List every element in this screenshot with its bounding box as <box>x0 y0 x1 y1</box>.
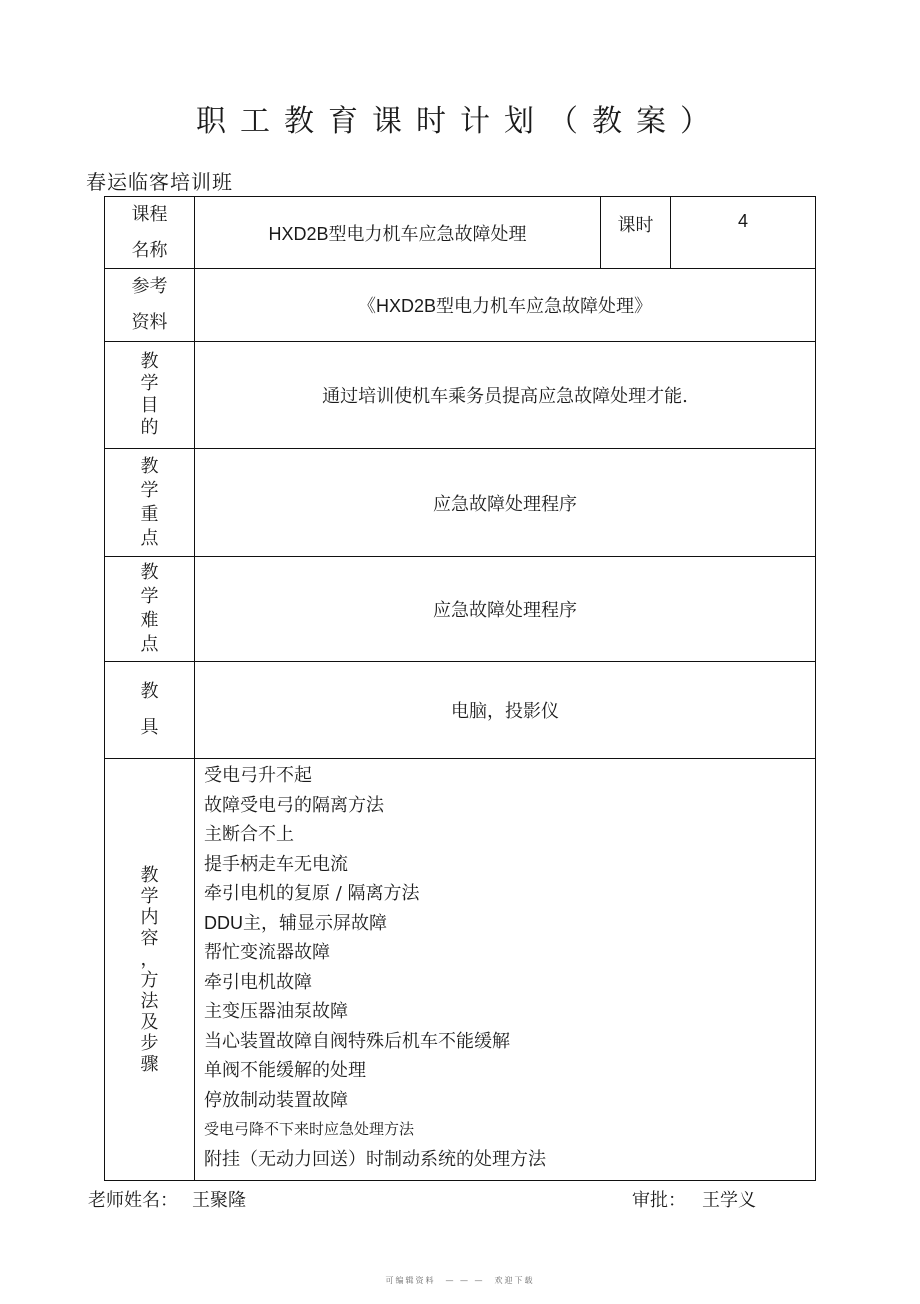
goal-label-char: 目 <box>140 395 159 416</box>
content-label-char: 法 <box>140 990 159 1012</box>
content-label-char: 方 <box>140 969 159 991</box>
hours-value: 4 <box>737 211 748 231</box>
content-item: 帮忙变流器故障 <box>204 942 330 963</box>
goal-label-cell <box>105 342 195 449</box>
page-footer-note: 可编辑资料 — — — 欢迎下载 <box>385 1276 535 1285</box>
goal-value-cell <box>195 342 816 449</box>
approve-label: 审批： <box>632 1190 686 1211</box>
content-item: 牵引电机故障 <box>204 971 312 993</box>
goal-value: 通过培训使机车乘务员提高应急故障处理才能. <box>322 386 688 407</box>
content-label-char: 教 <box>140 864 159 886</box>
content-item: 牵引电机的复原 / 隔离方法 <box>204 883 420 904</box>
approval-info <box>632 1186 756 1212</box>
content-label-char: 容 <box>140 927 159 949</box>
course-label-cell <box>105 197 195 269</box>
content-item: 主断合不上 <box>204 824 294 845</box>
content-item: 附挂（无动力回送）时制动系统的处理方法 <box>204 1148 546 1170</box>
teacher-info <box>88 1186 246 1212</box>
hours-value-cell <box>671 197 816 269</box>
tools-label-char: 具 <box>140 717 159 738</box>
content-label-char: 内 <box>140 906 159 928</box>
hours-label-cell <box>601 197 671 269</box>
goal-label-char: 的 <box>140 417 159 438</box>
teacher-label: 老师姓名： <box>88 1190 178 1211</box>
content-item: 受电弓降不下来时应急处理方法 <box>204 1120 415 1138</box>
difficult-points-label-cell <box>105 557 195 662</box>
content-label-char: 骤 <box>140 1053 159 1075</box>
content-label-cell <box>105 759 195 1181</box>
page-title: 职工教育课时计划（教案） <box>196 104 724 139</box>
content-item: DDU主，辅显示屏故障 <box>204 912 387 933</box>
course-name-cell <box>195 197 601 269</box>
difficult-points-label-char: 点 <box>140 634 159 655</box>
difficult-points-label-char: 教 <box>140 562 159 583</box>
reference-value-cell <box>195 269 816 342</box>
approve-name: 王学义 <box>702 1190 756 1211</box>
key-points-label-cell <box>105 449 195 557</box>
key-points-value: 应急故障处理程序 <box>433 493 577 515</box>
key-points-label-char: 重 <box>140 503 159 525</box>
lesson-plan-table <box>104 196 816 1181</box>
key-points-value-cell <box>195 449 816 557</box>
difficult-points-value-cell <box>195 557 816 662</box>
course-name: HXD2B型电力机车应急故障处理 <box>268 223 527 244</box>
key-points-label-char: 学 <box>140 479 159 501</box>
difficult-points-value: 应急故障处理程序 <box>433 600 577 621</box>
reference-label-line2: 资料 <box>131 312 168 333</box>
goal-label-char: 学 <box>140 373 159 394</box>
content-label-char: 及 <box>140 1011 159 1033</box>
difficult-points-label-char: 学 <box>140 586 159 607</box>
course-label-line2: 名称 <box>131 240 168 261</box>
content-item: 当心装置故障自阀特殊后机车不能缓解 <box>204 1030 510 1052</box>
difficult-points-label-char: 难 <box>140 610 159 631</box>
content-item: 单阀不能缓解的处理 <box>204 1060 366 1081</box>
tools-label-char: 教 <box>140 681 159 702</box>
reference-label-cell <box>105 269 195 342</box>
class-name: 春运临客培训班 <box>86 170 233 194</box>
tools-value-cell <box>195 662 816 759</box>
teacher-name: 王聚隆 <box>192 1190 246 1211</box>
content-item: 故障受电弓的隔离方法 <box>204 794 384 816</box>
content-list-cell <box>195 759 816 1181</box>
hours-label: 课时 <box>617 215 654 236</box>
reference-value: 《HXD2B型电力机车应急故障处理》 <box>357 296 653 316</box>
goal-label-char: 教 <box>140 351 159 372</box>
content-label-char: 步 <box>140 1032 159 1054</box>
content-item: 主变压器油泵故障 <box>204 1001 348 1022</box>
content-item: 提手柄走车无电流 <box>204 853 348 875</box>
content-label-char: ， <box>140 948 159 970</box>
content-label-char: 学 <box>140 885 159 907</box>
content-item: 停放制动装置故障 <box>204 1089 348 1111</box>
tools-label-cell <box>105 662 195 759</box>
content-item: 受电弓升不起 <box>204 765 312 786</box>
key-points-label-char: 点 <box>140 527 159 549</box>
reference-label-line1: 参考 <box>131 276 168 297</box>
course-label-line1: 课程 <box>131 204 168 225</box>
key-points-label-char: 教 <box>140 455 159 477</box>
tools-value: 电脑，投影仪 <box>451 701 559 722</box>
